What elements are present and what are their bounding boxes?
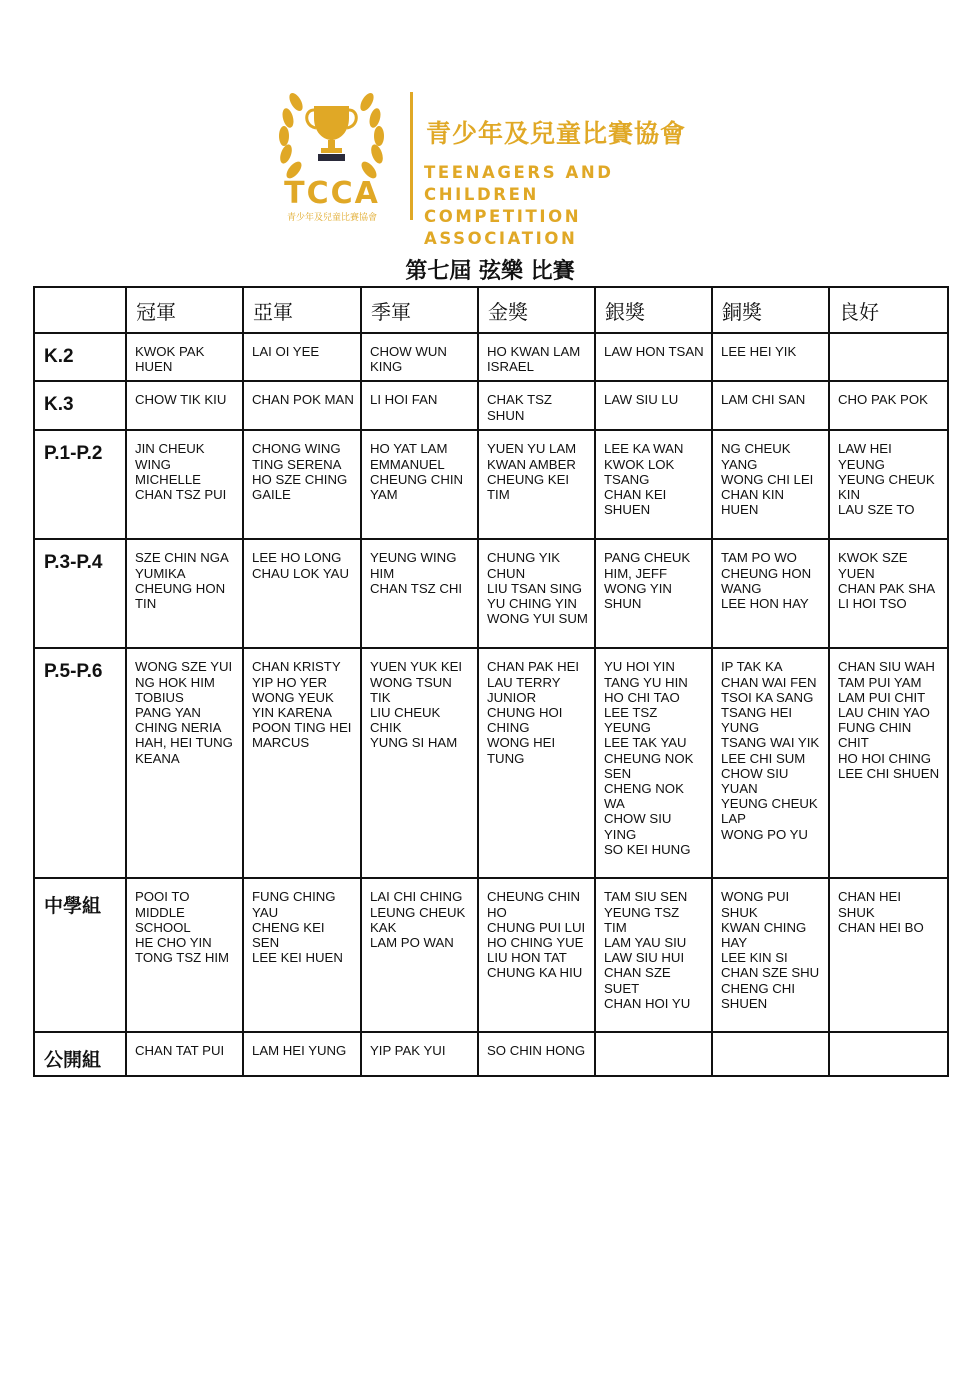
table-cell	[126, 539, 243, 648]
winner-name: KWOK SZE YUEN	[838, 550, 908, 581]
table-cell	[595, 648, 712, 878]
winner-name: TONG TSZ HIM	[135, 950, 230, 966]
winner-name: LAM PUI CHIT	[838, 689, 926, 705]
winner-name: HO HOI CHING	[838, 750, 932, 766]
row-group-label: P.1-P.2	[34, 430, 126, 539]
table-cell	[829, 430, 948, 539]
table-cell	[595, 878, 712, 1032]
org-name-cn: 青少年及兒童比賽協會	[426, 119, 687, 148]
column-header: 銅獎	[712, 287, 829, 333]
winner-name: LEE HON HAY	[721, 596, 809, 612]
table-cell	[712, 381, 829, 430]
org-logo	[274, 84, 714, 248]
table-cell	[126, 333, 243, 381]
winner-name: CHEUNG NOK SEN	[604, 750, 694, 781]
winner-name: CHAN HEI SHUK	[838, 889, 902, 920]
table-row	[34, 381, 948, 430]
table-header-row	[34, 287, 948, 333]
table-cell	[829, 648, 948, 878]
winner-name: LAI CHI CHING	[370, 889, 463, 905]
table-cell	[126, 1032, 243, 1076]
table-cell	[829, 381, 948, 430]
winner-name: LIU CHEUK CHIK	[370, 705, 441, 736]
winner-name: LIU HON TAT	[487, 950, 567, 966]
winner-name: LI HOI FAN	[370, 392, 438, 408]
winner-name: TSANG HEI YUNG	[721, 705, 793, 736]
winner-name: CHAU LOK YAU	[252, 565, 349, 581]
winner-name: LAM YAU SIU	[604, 935, 687, 951]
winner-name: YU CHING YIN	[487, 596, 577, 612]
winner-name: CHENG KEI SEN	[252, 919, 325, 951]
winner-name: CHONG WING TING SERENA	[252, 441, 342, 472]
winner-name: TAM SIU SEN	[604, 889, 688, 905]
winner-name: TSANG WAI YIK	[721, 735, 820, 751]
table-cell	[595, 1032, 712, 1076]
winner-name: CHOW SIU YING	[604, 811, 672, 842]
winner-name: KWOK PAK HUEN	[135, 344, 205, 375]
winner-name: WONG CHI LEI	[721, 471, 814, 487]
winner-name: WONG YIN SHUN	[604, 580, 672, 612]
winner-name: WONG YEUK YIN KARENA	[252, 689, 334, 721]
table-cell	[361, 878, 478, 1032]
winner-name: MICHELLE	[135, 471, 201, 487]
winner-name: LEE HO LONG	[252, 550, 342, 566]
winner-name: CHOW TIK KIU	[135, 392, 227, 408]
winner-name: YEUNG CHEUK KIN	[838, 471, 935, 503]
table-cell	[478, 381, 595, 430]
table-cell	[595, 430, 712, 539]
winner-name: CHAN SZE SHU	[721, 965, 820, 981]
table-row	[34, 539, 948, 648]
table-cell	[243, 333, 361, 381]
table-cell	[595, 539, 712, 648]
org-name-en-line1: TEENAGERS AND CHILDREN	[424, 163, 614, 204]
winner-name: HAH, HEI TUNG KEANA	[135, 735, 233, 766]
row-group-label: 公開組	[34, 1032, 126, 1076]
table-cell	[478, 878, 595, 1032]
logo-subtitle: 青少年及兒童比賽協會	[286, 213, 377, 223]
table-row	[34, 430, 948, 539]
winner-name: CHEUNG CHIN HO	[487, 889, 581, 920]
winner-name: CHAN WAI FEN	[721, 674, 817, 690]
winner-name: TANG YU HIN	[604, 674, 688, 690]
winner-name: CHAN PAK HEI	[487, 659, 580, 675]
table-cell	[243, 648, 361, 878]
winner-name: HO CHI TAO	[604, 689, 680, 705]
winner-name: YU HOI YIN	[604, 659, 675, 675]
table-cell	[361, 1032, 478, 1076]
winner-name: TAM PO WO	[721, 550, 797, 566]
winner-name: YIP PAK YUI	[370, 1043, 446, 1059]
winner-name: WONG TSUN TIK	[370, 674, 452, 705]
winner-name: LAI OI YEE	[252, 344, 320, 359]
org-name-en	[424, 162, 714, 250]
table-cell	[595, 333, 712, 381]
winner-name: KWAN AMBER	[487, 456, 576, 472]
winner-name: LAW SIU HUI	[604, 950, 685, 966]
table-cell	[361, 539, 478, 648]
winner-name: CHENG CHI SHUEN	[721, 980, 795, 1011]
winner-name: LAM CHI SAN	[721, 392, 806, 408]
winner-name: LAW SIU LU	[604, 392, 679, 408]
winner-name: YEUNG CHEUK LAP	[721, 796, 818, 827]
column-header: 亞軍	[243, 287, 361, 333]
winner-name: CHAN TSZ PUI	[135, 487, 227, 503]
table-cell	[829, 878, 948, 1032]
winner-name: CHAN TSZ CHI	[370, 580, 463, 596]
winner-name: WONG PUI SHUK	[721, 889, 790, 920]
logo-divider	[410, 92, 413, 220]
winner-name: CHAN KIN HUEN	[721, 487, 785, 518]
winner-name: CHO PAK POK	[838, 392, 928, 408]
winner-name: LEUNG CHEUK KAK	[370, 904, 466, 935]
winner-name: CHUNG KA HIU	[487, 965, 583, 981]
winner-name: WONG SZE YUI	[135, 659, 233, 675]
winner-name: YIP HO YER	[252, 674, 328, 690]
table-cell	[595, 381, 712, 430]
column-header: 季軍	[361, 287, 478, 333]
table-row	[34, 648, 948, 878]
winner-name: CHOW SIU YUAN	[721, 765, 789, 797]
table-cell	[478, 430, 595, 539]
winner-name: KWOK LOK TSANG	[604, 456, 675, 487]
table-cell	[126, 381, 243, 430]
table-cell	[712, 878, 829, 1032]
row-group-label: P.5-P.6	[34, 648, 126, 878]
table-cell	[478, 648, 595, 878]
table-cell	[712, 539, 829, 648]
table-cell	[361, 648, 478, 878]
table-cell	[126, 648, 243, 878]
winner-name: CHAN HEI BO	[838, 919, 924, 935]
winner-name: CHAN HOI YU	[604, 995, 691, 1011]
winner-name: CHEUNG CHIN YAM	[370, 471, 464, 503]
row-group-label: K.3	[34, 381, 126, 430]
winner-name: HO YAT LAM EMMANUEL	[370, 441, 448, 472]
winner-name: FUNG CHIN CHIT	[838, 720, 912, 751]
winner-name: POOI TO MIDDLE SCHOOL	[135, 889, 191, 935]
table-cell	[361, 333, 478, 381]
winner-name: LAU TERRY JUNIOR	[487, 674, 561, 705]
winner-name: YUEN YUK KEI	[370, 659, 463, 675]
winner-name: PANG YAN CHING NERIA	[135, 705, 222, 736]
winner-name: LIU TSAN SING	[487, 580, 583, 596]
winner-name: CHEUNG HON TIN	[135, 580, 226, 612]
winner-name: WONG HEI TUNG	[487, 735, 556, 766]
winner-name: CHENG NOK WA	[604, 781, 684, 812]
winner-name: LEE KA WAN	[604, 441, 684, 457]
table-cell	[243, 1032, 361, 1076]
table-cell	[126, 430, 243, 539]
header-corner	[34, 287, 126, 333]
table-cell	[712, 430, 829, 539]
table-cell	[243, 878, 361, 1032]
table-cell	[829, 539, 948, 648]
winner-name: CHUNG PUI LUI	[487, 919, 586, 935]
winner-name: LEE TSZ YEUNG	[604, 705, 658, 736]
winner-name: LEE TAK YAU	[604, 735, 687, 751]
table-row	[34, 333, 948, 381]
winner-name: LEE CHI SUM	[721, 750, 806, 766]
winner-name: CHEUNG KEI TIM	[487, 471, 570, 503]
table-row	[34, 1032, 948, 1076]
table-cell	[712, 333, 829, 381]
org-name-en-line2: COMPETITION ASSOCIATION	[424, 207, 582, 248]
winner-name: WONG PO YU	[721, 826, 808, 842]
table-row	[34, 878, 948, 1032]
winner-name: WONG YUI SUM	[487, 611, 588, 627]
winner-name: NG CHEUK YANG	[721, 441, 791, 472]
winner-name: LEE CHI SHUEN	[838, 765, 940, 781]
table-cell	[829, 333, 948, 381]
winner-name: CHUNG YIK CHUN	[487, 550, 561, 581]
winner-name: CHUNG HOI CHING	[487, 705, 563, 736]
table-cell	[243, 539, 361, 648]
winner-name: YEUNG TSZ TIM	[604, 904, 680, 935]
results-table	[33, 286, 949, 1077]
results-body	[34, 333, 948, 1076]
table-cell	[243, 430, 361, 539]
winner-name: CHAN KRISTY	[252, 659, 341, 675]
table-cell	[712, 1032, 829, 1076]
winner-name: NG HOK HIM TOBIUS	[135, 674, 215, 705]
winner-name: LEE KIN SI	[721, 950, 788, 966]
winner-name: HO KWAN LAM ISRAEL	[487, 344, 581, 375]
winner-name: CHOW WUN KING	[370, 344, 447, 375]
winner-name: IP TAK KA	[721, 659, 783, 675]
winner-name: LAU CHIN YAO	[838, 705, 930, 721]
winner-name: TSOI KA SANG	[721, 689, 814, 705]
winner-name: LAW HEI YEUNG	[838, 441, 892, 472]
winner-name: PANG CHEUK HIM, JEFF	[604, 550, 691, 581]
winner-name: LEE KEI HUEN	[252, 950, 343, 966]
column-header: 良好	[829, 287, 948, 333]
winner-name: CHAN SIU WAH	[838, 659, 935, 675]
column-header: 冠軍	[126, 287, 243, 333]
winner-name: YUEN YU LAM	[487, 441, 577, 457]
table-cell	[243, 381, 361, 430]
column-header: 銀獎	[595, 287, 712, 333]
winner-name: CHAN KEI SHUEN	[604, 487, 667, 518]
winner-name: SO CHIN HONG	[487, 1043, 586, 1059]
winner-name: CHAN PAK SHA	[838, 580, 936, 596]
winner-name: SO KEI HUNG	[604, 841, 691, 857]
table-cell	[361, 381, 478, 430]
winner-name: FUNG CHING YAU	[252, 889, 336, 920]
winner-name: CHEUNG HON WANG	[721, 565, 812, 596]
winner-name: LAM HEI YUNG	[252, 1043, 347, 1059]
table-cell	[478, 1032, 595, 1076]
winner-name: LAU SZE TO	[838, 502, 915, 518]
winner-name: LEE HEI YIK	[721, 344, 797, 359]
winner-name: CHAN POK MAN	[252, 392, 354, 408]
winner-name: JIN CHEUK WING	[135, 441, 205, 472]
winner-name: LAW HON TSAN	[604, 344, 704, 359]
winner-name: KWAN CHING HAY	[721, 919, 807, 951]
winner-name: SZE CHIN NGA YUMIKA	[135, 550, 229, 581]
winner-name: CHAK TSZ SHUN	[487, 392, 552, 423]
row-group-label: 中學組	[34, 878, 126, 1032]
row-group-label: P.3-P.4	[34, 539, 126, 648]
table-cell	[829, 1032, 948, 1076]
winner-name: HO SZE CHING GAILE	[252, 471, 348, 503]
winner-name: CHAN SZE SUET	[604, 965, 671, 996]
winner-name: LAM PO WAN	[370, 935, 454, 951]
logo-abbrev: TCCA	[284, 176, 380, 211]
table-cell	[126, 878, 243, 1032]
table-cell	[361, 430, 478, 539]
row-group-label: K.2	[34, 333, 126, 381]
winner-name: YEUNG WING HIM	[370, 550, 457, 581]
winner-name: POON TING HEI MARCUS	[252, 720, 352, 751]
column-header: 金獎	[478, 287, 595, 333]
table-cell	[712, 648, 829, 878]
table-cell	[478, 333, 595, 381]
page-title: 第七屆 弦樂 比賽	[405, 259, 575, 284]
winner-name: YUNG SI HAM	[370, 735, 458, 751]
winner-name: HO CHING YUE	[487, 935, 584, 951]
winner-name: TAM PUI YAM	[838, 674, 922, 690]
winner-name: CHAN TAT PUI	[135, 1043, 225, 1059]
table-cell	[478, 539, 595, 648]
winner-name: HE CHO YIN	[135, 935, 212, 951]
winner-name: LI HOI TSO	[838, 596, 907, 612]
